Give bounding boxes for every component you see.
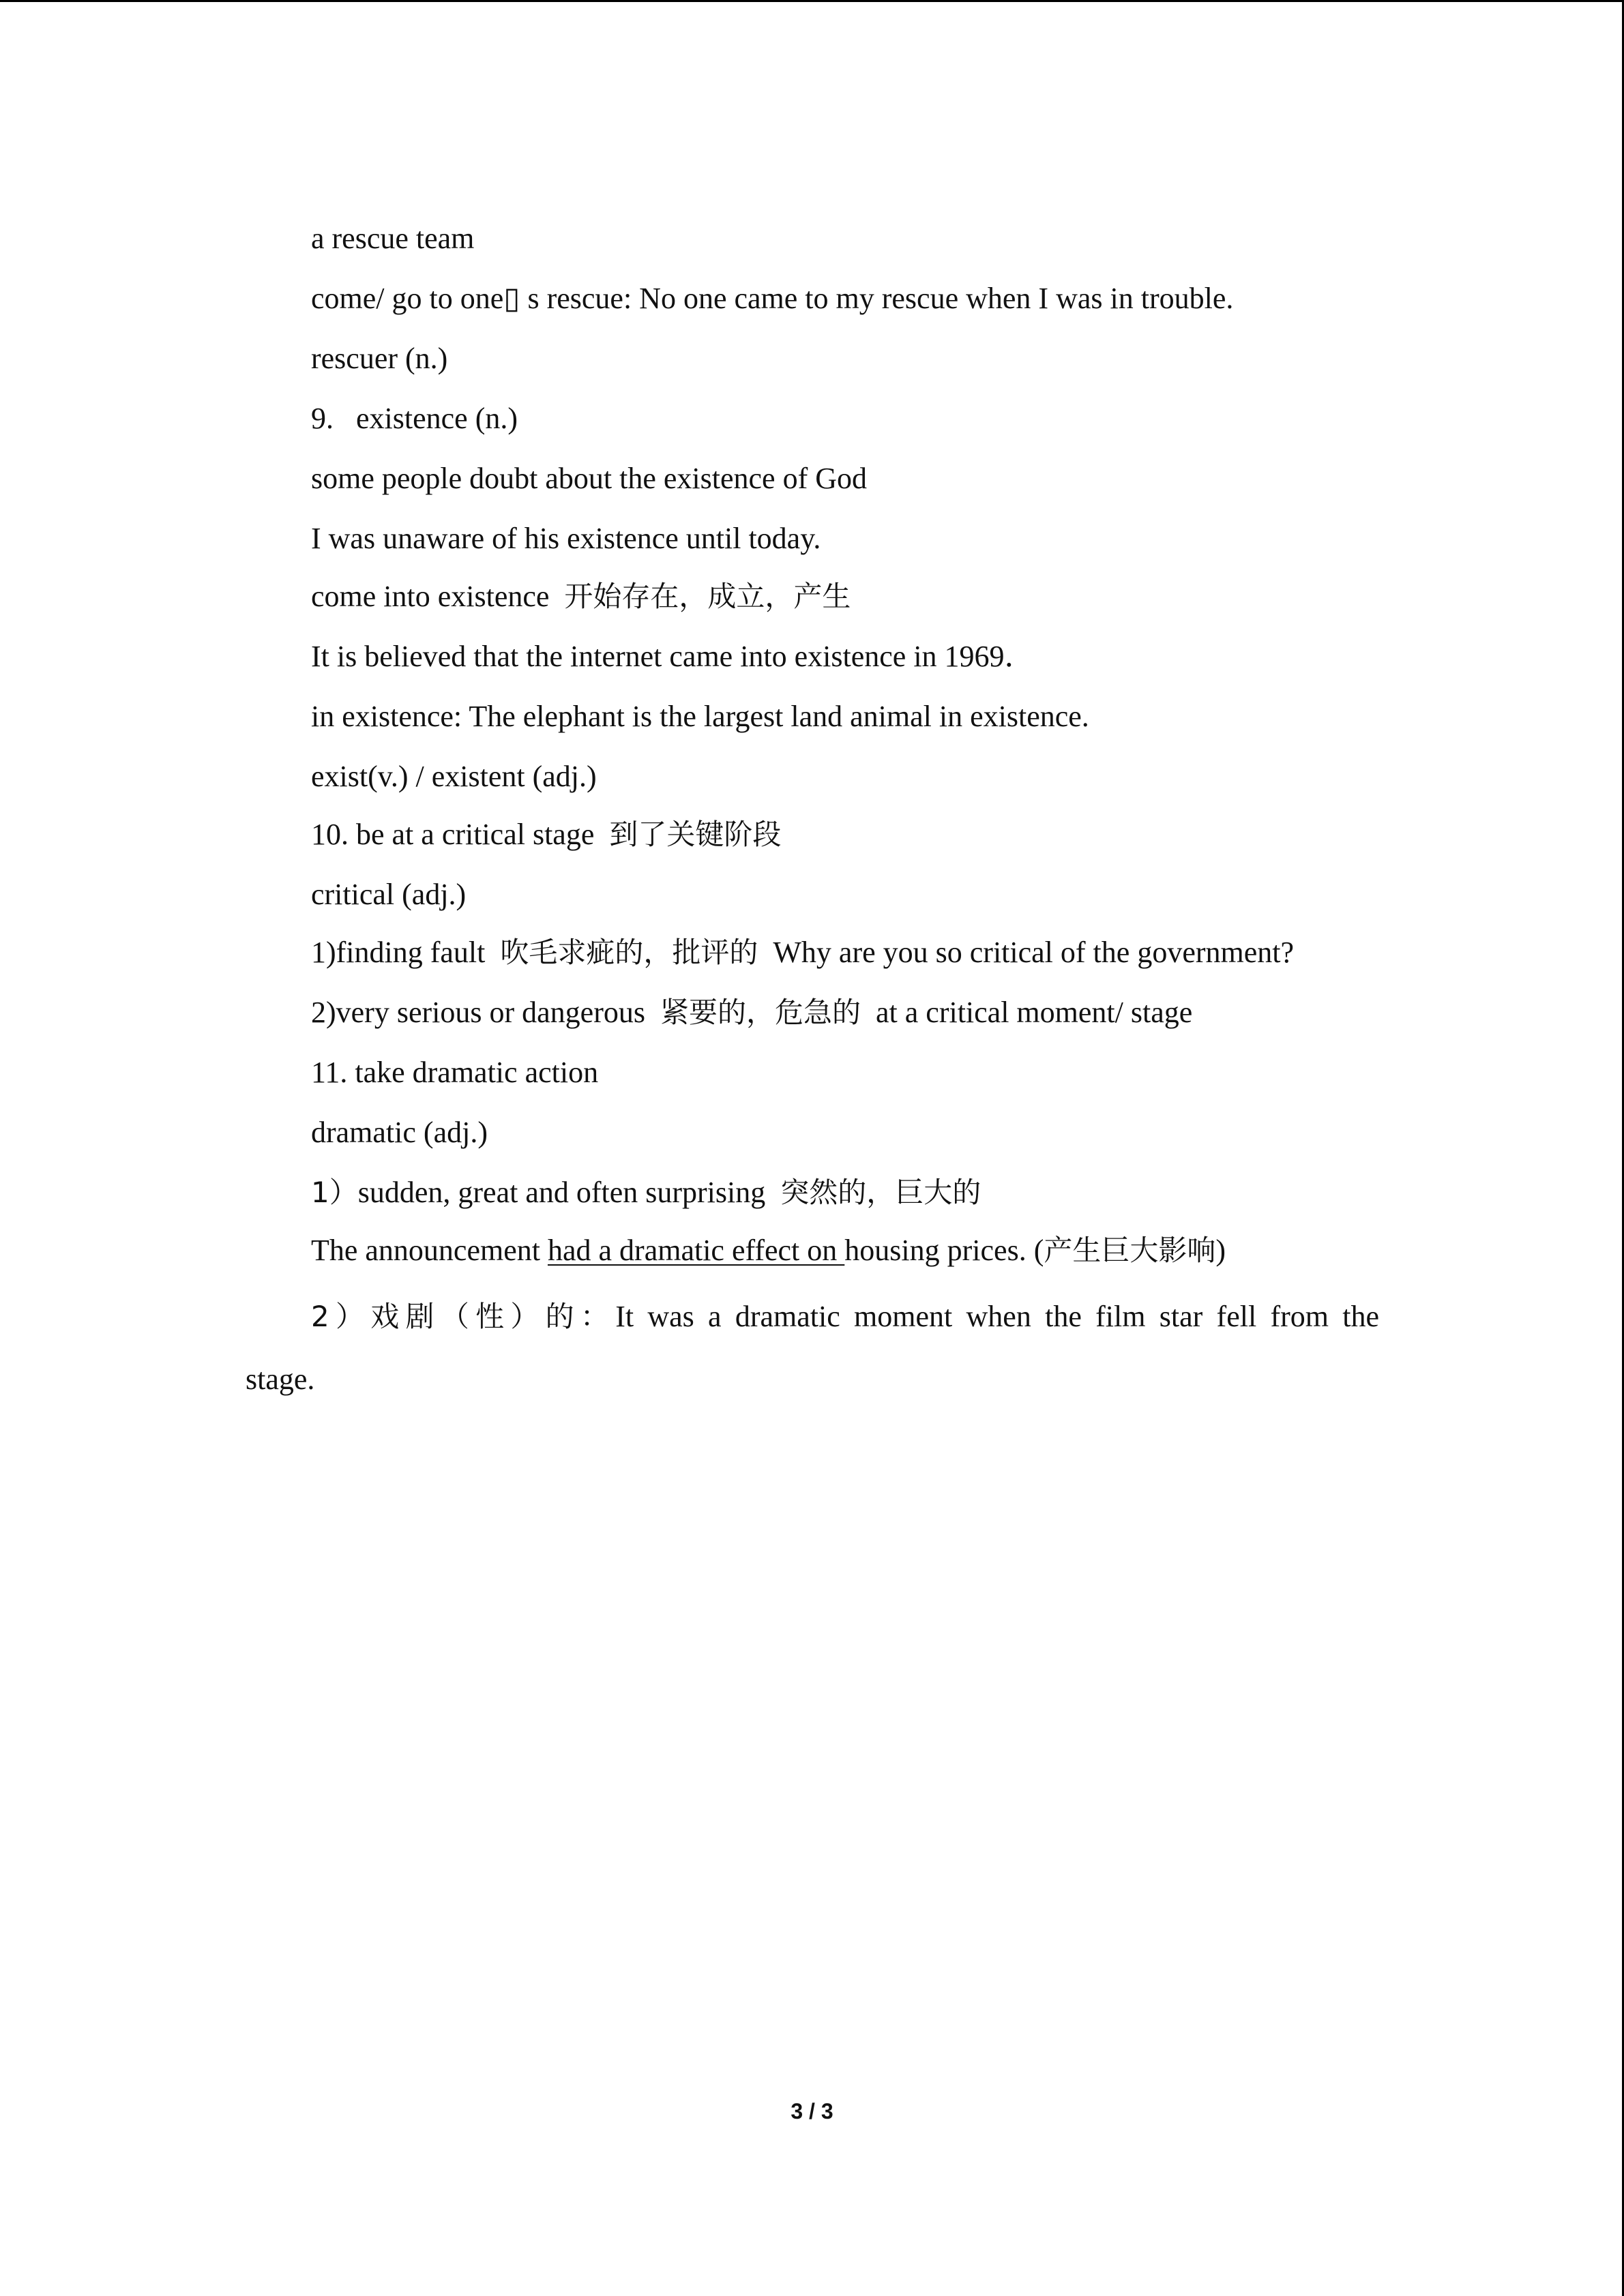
text-segment: critical (adj.) (311, 878, 467, 911)
text-segment: come into existence (311, 580, 565, 613)
text-line (311, 1112, 488, 1153)
chinese-gloss: 产生巨大影响 (1044, 1234, 1216, 1267)
text-segment: at a critical moment/ stage (861, 996, 1193, 1029)
text-segment: 9. existence (n.) (311, 402, 518, 435)
text-segment: 1)finding fault (311, 936, 501, 969)
text-segment: 2)very serious or dangerous (311, 996, 660, 1029)
text-segment: Why are you so critical of the government? (758, 936, 1295, 969)
paragraph-line: stage. (246, 1362, 315, 1396)
text-segment: I was unaware of his existence until today. (311, 522, 821, 555)
text-segment: dramatic (adj.) (311, 1116, 488, 1149)
text-segment: 10. be at a critical stage (311, 818, 610, 851)
text-segment: exist(v.) / existent (adj.) (311, 760, 597, 793)
text-line (311, 992, 1192, 1033)
text-line (311, 458, 867, 499)
chinese-gloss: 2）戏剧（性）的： (311, 1300, 616, 1333)
text-segment: sudden, great and often surprising (357, 1176, 781, 1209)
text-segment: The announcement (311, 1234, 548, 1267)
text-line (311, 874, 466, 915)
text-segment: in existence: The elephant is the largest land animal in existence. (311, 700, 1089, 733)
text-line (311, 814, 781, 855)
text-line (311, 636, 1035, 677)
text-line (311, 1230, 1226, 1271)
text-line (311, 1172, 981, 1213)
chinese-gloss: 1） (311, 1176, 358, 1209)
page-number: 3 / 3 (791, 2099, 833, 2123)
text-line (311, 338, 447, 379)
text-line (311, 576, 851, 617)
text-segment: housing prices. ( (844, 1234, 1044, 1267)
text-segment: 11. take dramatic action (311, 1056, 599, 1089)
chinese-gloss: 突然的，巨大的 (780, 1176, 981, 1209)
text-line (311, 398, 518, 439)
chinese-gloss: 开始存在，成立，产生 (564, 580, 851, 613)
text-line (311, 696, 1089, 737)
chinese-gloss: 紧要的，危急的 (660, 996, 861, 1029)
text-line (311, 518, 821, 559)
text-line (311, 218, 474, 259)
text-segment: ) (1215, 1234, 1226, 1267)
text-segment: come/ go to one▯ s rescue: No one came to my rescue when I was in trouble. (311, 282, 1234, 315)
text-segment: some people doubt about the existence of God (311, 462, 868, 495)
text-line (311, 278, 1233, 319)
text-segment: It is believed that the internet came into existence in 1969． (311, 640, 1035, 673)
text-segment: a rescue team (311, 222, 475, 255)
text-line (311, 932, 1294, 973)
text-segment: rescuer (n.) (311, 342, 448, 375)
chinese-gloss: 到了关键阶段 (609, 818, 782, 851)
text-line (311, 1052, 598, 1093)
paragraph-line (311, 1296, 1379, 1337)
underlined-phrase: had a dramatic effect on (547, 1234, 845, 1267)
text-segment: It was a dramatic moment when the film star fell from the (615, 1300, 1379, 1333)
chinese-gloss: 吹毛求疵的，批评的 (500, 936, 758, 969)
text-line (311, 756, 597, 797)
